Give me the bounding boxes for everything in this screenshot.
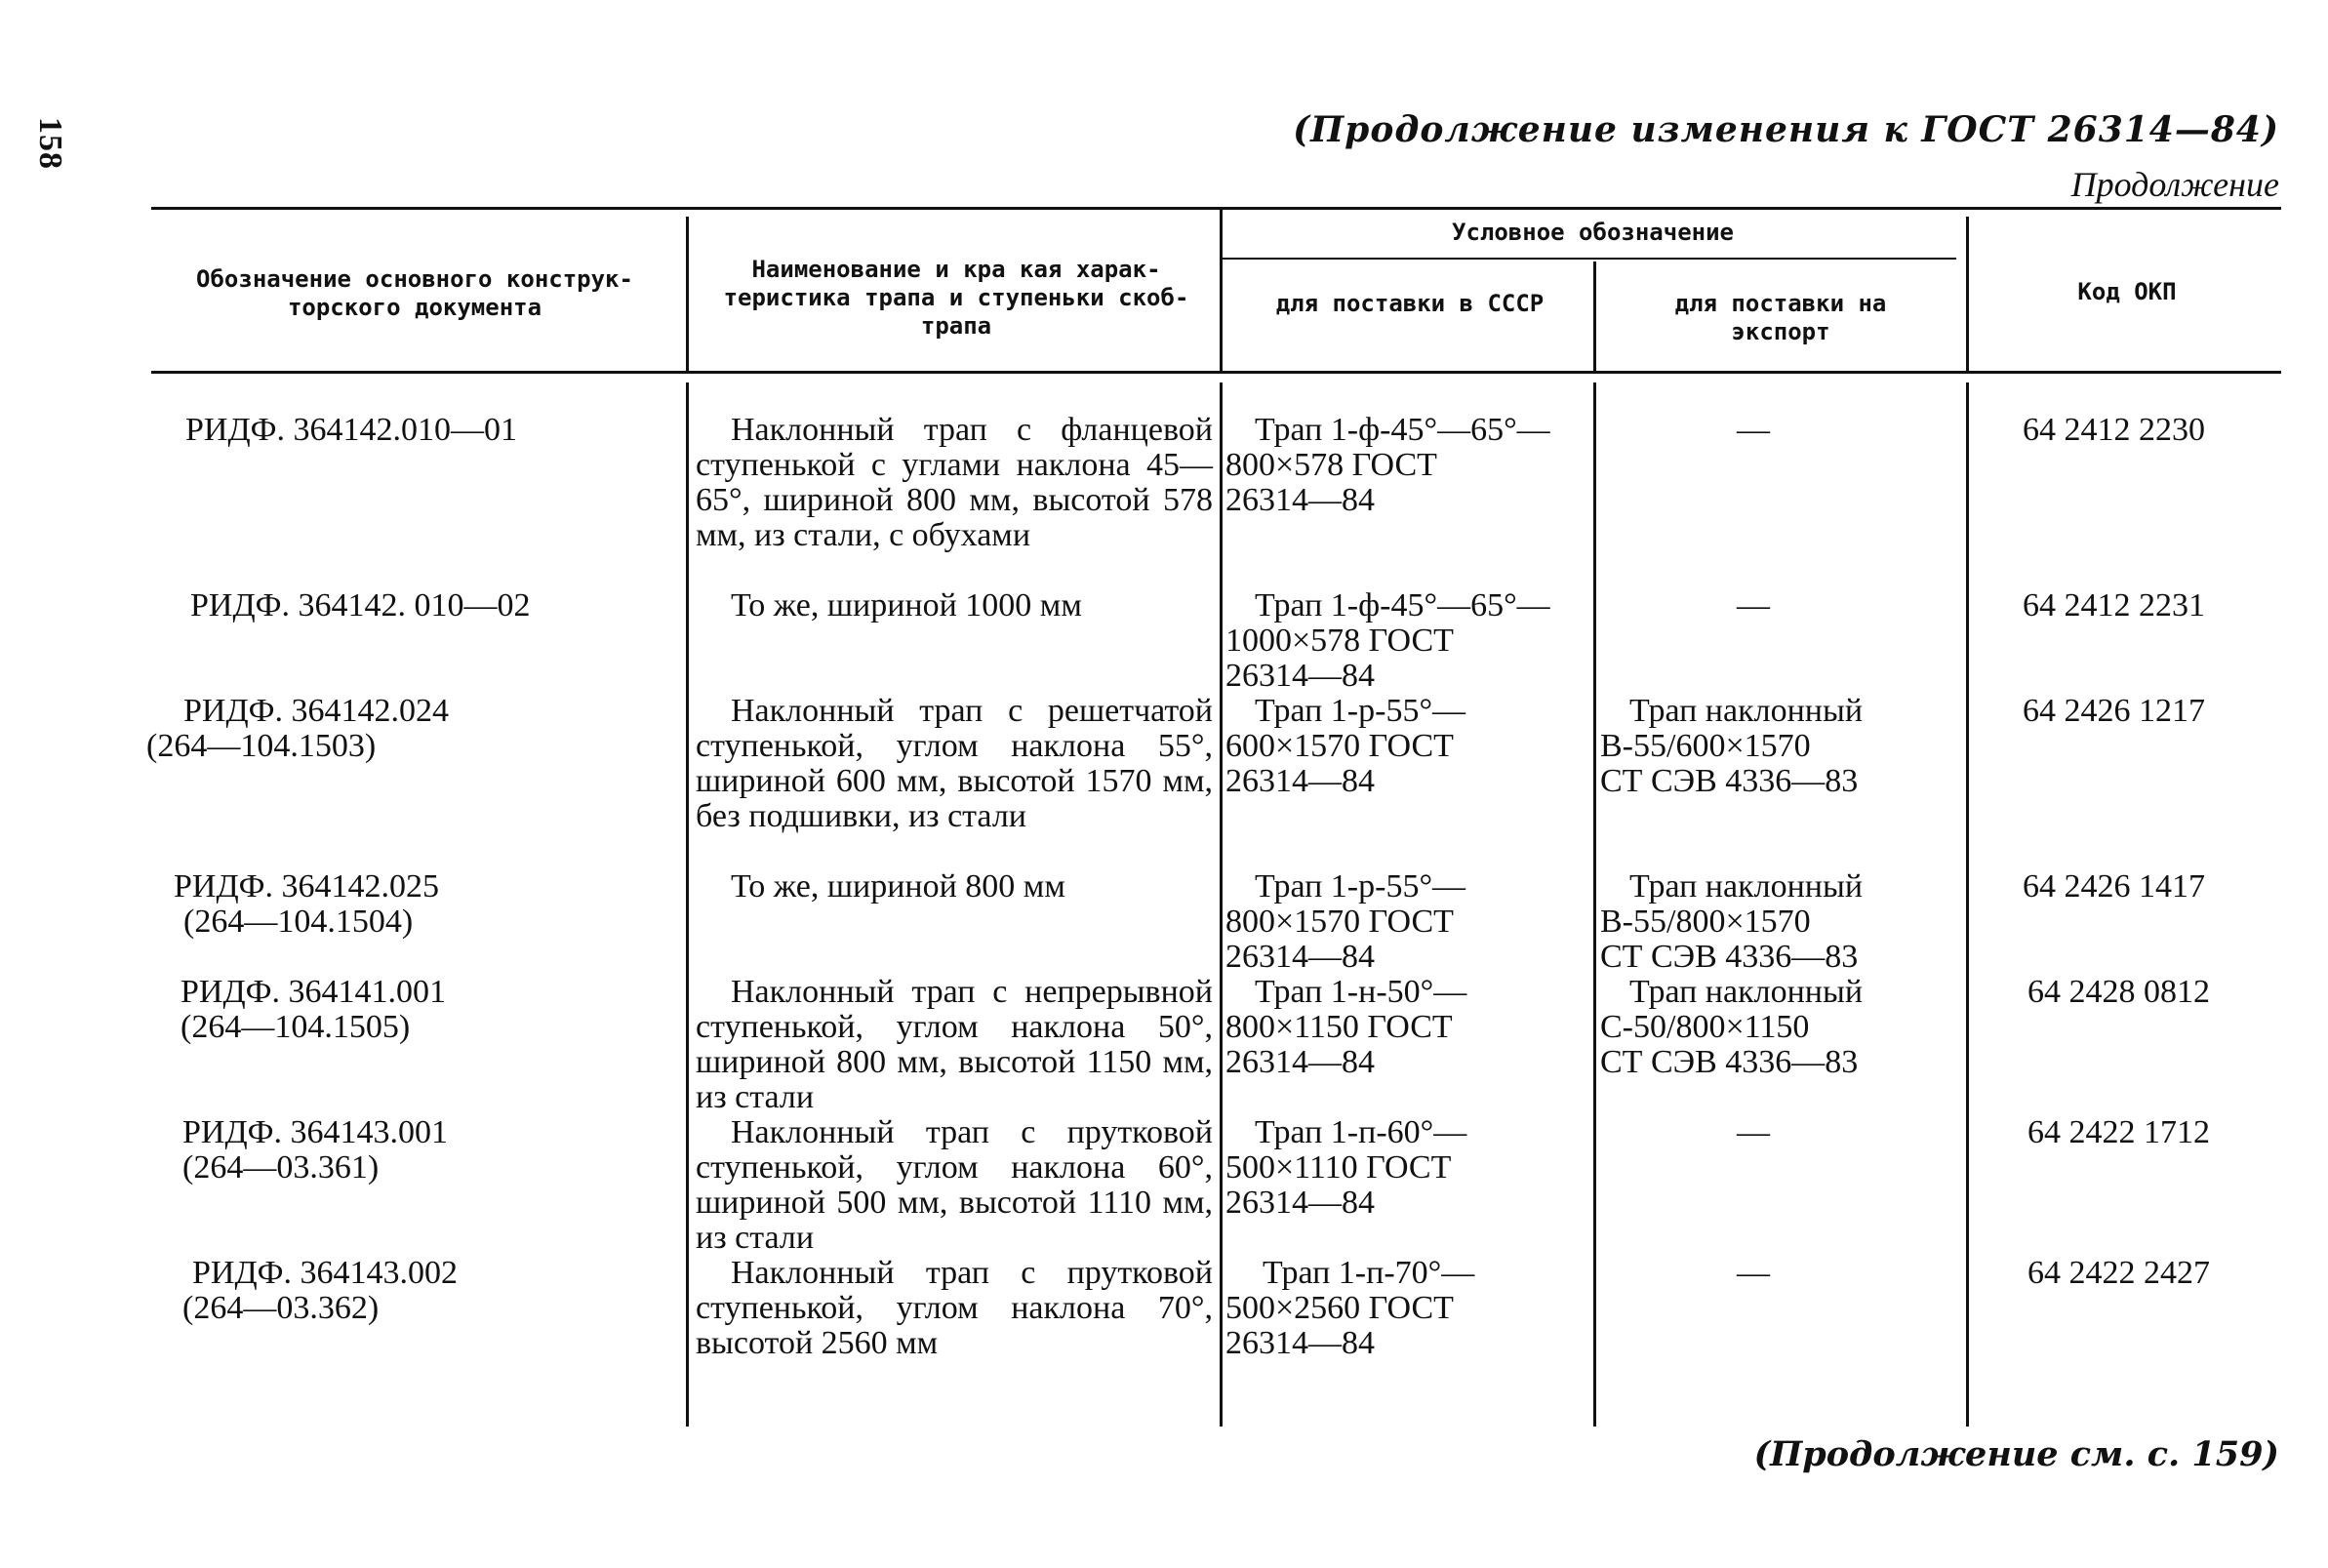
ussr-line: 800×1150 ГОСТ xyxy=(1225,1009,1453,1045)
okp-code: 64 2426 1217 xyxy=(2023,693,2205,729)
ussr-line: Трап 1-н-50°— xyxy=(1255,974,1467,1010)
doc-line: РИДФ. 364142.010—01 xyxy=(185,412,518,448)
ussr-line: 26314—84 xyxy=(1225,763,1375,799)
document-header-title: (Продолжение изменения к ГОСТ 26314—84) xyxy=(1293,109,2279,150)
item-description: Наклонный трап с решетчатой ступенькой, углом наклона 55°, шириной 600 мм, высотой 1570 мм, без подшивки, из стали xyxy=(696,693,1213,834)
okp-code: 64 2412 2231 xyxy=(2023,587,2205,623)
col-divider-2-body xyxy=(1220,382,1223,1427)
ussr-line: Трап 1-ф-45°—65°— xyxy=(1255,587,1550,623)
doc-line: РИДФ. 364142. 010—02 xyxy=(190,587,531,623)
export-line: СТ СЭВ 4336—83 xyxy=(1600,1044,1859,1080)
export-line: СТ СЭВ 4336—83 xyxy=(1600,939,1859,975)
ussr-line: 26314—84 xyxy=(1225,482,1375,518)
doc-designation xyxy=(185,413,673,448)
doc-line: РИДФ. 364142.024 xyxy=(183,693,450,729)
table-top-rule xyxy=(151,207,2281,210)
column-header-designation: Условное обозначение xyxy=(1452,219,1734,246)
doc-designation xyxy=(146,694,673,764)
column-header-document: Обозначение основного конструк-торского документа xyxy=(196,265,633,321)
doc-designation xyxy=(182,1256,675,1326)
col-divider-1 xyxy=(686,217,689,371)
column-header-ussr: для поставки в СССР xyxy=(1275,290,1545,317)
export-line: В-55/800×1570 xyxy=(1600,904,1811,940)
col-divider-4-body xyxy=(1966,382,1969,1427)
okp-code: 64 2422 1712 xyxy=(2027,1114,2210,1150)
doc-designation xyxy=(190,588,678,623)
item-description: Наклонный трап с непрерывной ступенькой, углом наклона 50°, шириной 800 мм, высотой 1150 мм, из стали xyxy=(696,974,1213,1115)
ussr-line: 1000×578 ГОСТ xyxy=(1225,623,1454,659)
item-description: Наклонный трап с фланцевой ступенькой с углами наклона 45—65°, шириной 800 мм, высотой 578 мм, из стали, с обухами xyxy=(696,412,1213,553)
item-description: То же, шириной 1000 мм xyxy=(731,587,1082,623)
item-description: То же, шириной 800 мм xyxy=(731,868,1065,905)
ussr-line: 500×2560 ГОСТ xyxy=(1225,1290,1454,1326)
export-line: С-50/800×1150 xyxy=(1600,1009,1810,1045)
ussr-line: 26314—84 xyxy=(1225,658,1375,694)
header-bottom-rule xyxy=(151,371,2281,374)
export-designation xyxy=(1600,694,1966,799)
doc-line: (264—03.362) xyxy=(182,1290,380,1326)
export-designation: — xyxy=(1737,1255,1770,1291)
col-divider-2 xyxy=(1220,209,1223,371)
ussr-designation xyxy=(1225,588,1596,694)
ussr-line: 800×1570 ГОСТ xyxy=(1225,904,1454,940)
ussr-line: 500×1110 ГОСТ xyxy=(1225,1149,1452,1186)
column-header-export: для поставки на экспорт xyxy=(1674,290,1887,345)
ussr-designation xyxy=(1225,413,1596,518)
ussr-designation xyxy=(1225,869,1596,975)
ussr-line: 800×578 ГОСТ xyxy=(1225,447,1437,483)
doc-designation xyxy=(174,869,671,940)
col-divider-1-body xyxy=(686,382,689,1427)
doc-line: РИДФ. 364142.025 xyxy=(174,868,440,905)
doc-line: (264—104.1505) xyxy=(181,1009,411,1045)
ussr-line: Трап 1-р-55°— xyxy=(1255,693,1466,729)
continuation-footer: (Продолжение см. с. 159) xyxy=(1753,1434,2279,1474)
doc-line: (264—03.361) xyxy=(182,1149,380,1186)
okp-code: 64 2428 0812 xyxy=(2027,974,2210,1010)
doc-line: РИДФ. 364141.001 xyxy=(181,974,447,1010)
export-designation: — xyxy=(1737,1114,1770,1150)
column-header-name: Наименование и кра кая харак-теристика трапа и ступеньки скоб-трапа xyxy=(723,256,1189,340)
ussr-line: 26314—84 xyxy=(1225,1185,1375,1221)
doc-line: РИДФ. 364143.001 xyxy=(182,1114,449,1150)
ussr-designation xyxy=(1225,694,1596,799)
export-line: В-55/600×1570 xyxy=(1600,728,1811,764)
export-designation: — xyxy=(1737,412,1770,448)
export-line: Трап наклонный xyxy=(1629,693,1864,729)
ussr-designation xyxy=(1225,975,1596,1080)
okp-code: 64 2412 2230 xyxy=(2023,412,2205,448)
okp-code: 64 2422 2427 xyxy=(2027,1255,2210,1291)
item-description: Наклонный трап с прутковой ступенькой, углом наклона 70°, высотой 2560 мм xyxy=(696,1255,1213,1361)
ussr-line: 600×1570 ГОСТ xyxy=(1225,728,1454,764)
continuation-label: Продолжение xyxy=(2070,165,2279,204)
ussr-line: 26314—84 xyxy=(1225,1044,1375,1080)
col-divider-3 xyxy=(1593,261,1596,371)
export-designation xyxy=(1600,869,1966,975)
ussr-designation xyxy=(1225,1256,1596,1361)
ussr-line: 26314—84 xyxy=(1225,939,1375,975)
page-number: 158 xyxy=(32,117,68,170)
ussr-line: Трап 1-ф-45°—65°— xyxy=(1255,412,1550,448)
export-line: Трап наклонный xyxy=(1629,974,1864,1010)
export-line: Трап наклонный xyxy=(1629,868,1864,905)
doc-line: (264—104.1503) xyxy=(146,728,377,764)
column-header-okp: Код ОКП xyxy=(2077,278,2177,305)
okp-code: 64 2426 1417 xyxy=(2023,868,2205,905)
ussr-designation xyxy=(1225,1115,1596,1221)
doc-line: РИДФ. 364143.002 xyxy=(192,1255,459,1291)
ussr-line: Трап 1-п-60°— xyxy=(1255,1114,1467,1150)
designation-split-rule xyxy=(1223,258,1956,260)
export-designation: — xyxy=(1737,587,1770,623)
doc-designation xyxy=(181,975,673,1045)
ussr-line: 26314—84 xyxy=(1225,1325,1375,1361)
col-divider-4 xyxy=(1966,217,1969,371)
ussr-line: Трап 1-п-70°— xyxy=(1263,1255,1475,1291)
ussr-line: Трап 1-р-55°— xyxy=(1255,868,1466,905)
doc-designation xyxy=(182,1115,675,1186)
doc-line: (264—104.1504) xyxy=(183,904,414,940)
export-designation xyxy=(1600,975,1966,1080)
export-line: СТ СЭВ 4336—83 xyxy=(1600,763,1859,799)
item-description: Наклонный трап с прутковой ступенькой, углом наклона 60°, шириной 500 мм, высотой 1110 мм, из стали xyxy=(696,1114,1213,1256)
